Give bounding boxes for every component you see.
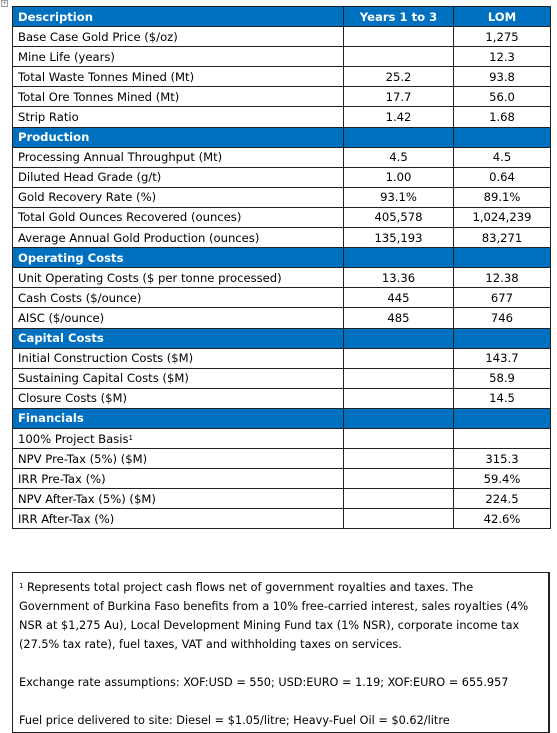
years-1-to-3-value: 1.00 xyxy=(344,167,454,187)
row-label xyxy=(13,167,344,187)
row-label xyxy=(13,388,344,408)
table-row xyxy=(13,147,551,167)
row-label xyxy=(13,47,344,67)
table-row xyxy=(13,388,551,408)
table-row xyxy=(13,47,551,67)
years-1-to-3-value: 135,193 xyxy=(344,228,454,248)
table-row xyxy=(13,87,551,107)
lom-value: 4.5 xyxy=(454,147,551,167)
table-row xyxy=(13,107,551,127)
row-label xyxy=(13,489,344,509)
lom-value: 58.9 xyxy=(454,368,551,388)
years-1-to-3-value xyxy=(344,489,454,509)
exchange-rate-note: Exchange rate assumptions: XOF:USD = 550; USD:EURO = 1.19; XOF:EURO = 655.957 xyxy=(19,676,509,689)
years-1-to-3-value: 445 xyxy=(344,288,454,308)
section-header-empty-cell xyxy=(454,248,551,268)
footnote-body: Represents total project cash flows net of government royalties and taxes. The Government of Burkina Faso benefits from a 10% free-carried interest, sales royalties (4% NSR at $1,275 Au), Local Development Mining Fund tax (1% NSR), corporate income tax (27.5% tax rate), fuel taxes, VAT and withholding taxes on services. xyxy=(19,581,529,651)
section-title: Production xyxy=(13,127,344,147)
table-row xyxy=(13,187,551,207)
lom-value: 93.8 xyxy=(454,67,551,87)
row-label-text: Initial Construction Costs ($M) xyxy=(18,351,194,366)
section-title: Capital Costs xyxy=(13,328,344,348)
row-label-text: IRR After-Tax (%) xyxy=(18,511,115,526)
footnote-ref-marker: 1 xyxy=(128,433,134,442)
row-label-text: Base Case Gold Price ($/oz) xyxy=(18,29,178,44)
footnote-text xyxy=(19,578,542,654)
row-label-text: Average Annual Gold Production (ounces) xyxy=(18,230,260,245)
lom-value: 89.1% xyxy=(454,187,551,207)
table-row xyxy=(13,207,551,227)
row-label xyxy=(13,469,344,489)
row-label xyxy=(13,268,344,288)
lom-value: 42.6% xyxy=(454,509,551,529)
table-row xyxy=(13,368,551,388)
years-1-to-3-value xyxy=(344,47,454,67)
row-label xyxy=(13,288,344,308)
years-1-to-3-value xyxy=(344,348,454,368)
years-1-to-3-value: 1.42 xyxy=(344,107,454,127)
section-header-production xyxy=(13,127,551,147)
table-row xyxy=(13,288,551,308)
table-row xyxy=(13,27,551,47)
table-row xyxy=(13,228,551,248)
row-label-text: Processing Annual Throughput (Mt) xyxy=(18,150,223,165)
table-row xyxy=(13,167,551,187)
row-label xyxy=(13,228,344,248)
section-header-empty-cell xyxy=(344,248,454,268)
lom-value: 746 xyxy=(454,308,551,328)
years-1-to-3-value xyxy=(344,368,454,388)
years-1-to-3-value: 405,578 xyxy=(344,207,454,227)
section-title: Financials xyxy=(13,408,344,428)
lom-value: 315.3 xyxy=(454,449,551,469)
years-1-to-3-value xyxy=(344,27,454,47)
row-label-text: Cash Costs ($/ounce) xyxy=(18,290,142,305)
footnote-box xyxy=(12,572,550,733)
header-lom: LOM xyxy=(454,7,551,27)
lom-value: 56.0 xyxy=(454,87,551,107)
row-label-text: Diluted Head Grade (g/t) xyxy=(18,170,162,185)
section-header-empty-cell xyxy=(454,328,551,348)
lom-value: 59.4% xyxy=(454,469,551,489)
row-label-text: Closure Costs ($M) xyxy=(18,391,128,406)
lom-value: 224.5 xyxy=(454,489,551,509)
fuel-price-note: Fuel price delivered to site: Diesel = $1.05/litre; Heavy-Fuel Oil = $0.62/litre xyxy=(19,714,450,727)
header-description: Description xyxy=(13,7,344,27)
years-1-to-3-value: 93.1% xyxy=(344,187,454,207)
row-label-text: NPV After-Tax (5%) ($M) xyxy=(18,491,156,506)
row-label-text: Mine Life (years) xyxy=(18,49,115,64)
table-row xyxy=(13,469,551,489)
project-summary-table xyxy=(12,6,551,529)
lom-value: 12.3 xyxy=(454,47,551,67)
years-1-to-3-value: 13.36 xyxy=(344,268,454,288)
lom-value: 677 xyxy=(454,288,551,308)
lom-value: 83,271 xyxy=(454,228,551,248)
row-label xyxy=(13,348,344,368)
table-row xyxy=(13,348,551,368)
row-label xyxy=(13,207,344,227)
row-label xyxy=(13,67,344,87)
row-label xyxy=(13,27,344,47)
table-row xyxy=(13,308,551,328)
table-row xyxy=(13,428,551,448)
row-label xyxy=(13,147,344,167)
years-1-to-3-value: 485 xyxy=(344,308,454,328)
table-row xyxy=(13,449,551,469)
years-1-to-3-value xyxy=(344,449,454,469)
row-label-text: Total Ore Tonnes Mined (Mt) xyxy=(18,89,180,104)
section-header-operating-costs xyxy=(13,248,551,268)
years-1-to-3-value xyxy=(344,509,454,529)
row-label xyxy=(13,428,344,448)
footnote-marker: 1 xyxy=(19,582,24,590)
section-header-empty-cell xyxy=(454,408,551,428)
row-label-text: Total Gold Ounces Recovered (ounces) xyxy=(18,210,242,225)
header-years-1-to-3: Years 1 to 3 xyxy=(344,7,454,27)
section-header-capital-costs xyxy=(13,328,551,348)
row-label-text: Unit Operating Costs ($ per tonne processed) xyxy=(18,270,282,285)
row-label xyxy=(13,509,344,529)
row-label-text: Sustaining Capital Costs ($M) xyxy=(18,371,189,386)
section-header-empty-cell xyxy=(344,127,454,147)
row-label-text: Gold Recovery Rate (%) xyxy=(18,190,157,205)
row-label-text: IRR Pre-Tax (%) xyxy=(18,471,106,486)
section-header-empty-cell xyxy=(454,127,551,147)
row-label xyxy=(13,107,344,127)
table-row xyxy=(13,67,551,87)
section-header-empty-cell xyxy=(344,408,454,428)
row-label-text: AISC ($/ounce) xyxy=(18,310,105,325)
years-1-to-3-value xyxy=(344,469,454,489)
section-header-financials xyxy=(13,408,551,428)
table-move-handle[interactable]: + xyxy=(2,0,8,7)
row-label-text: 100% Project Basis xyxy=(18,431,129,446)
row-label xyxy=(13,308,344,328)
lom-value: 1,275 xyxy=(454,27,551,47)
section-header-empty-cell xyxy=(344,328,454,348)
years-1-to-3-value: 17.7 xyxy=(344,87,454,107)
lom-value: 1,024,239 xyxy=(454,207,551,227)
lom-value: 0.64 xyxy=(454,167,551,187)
row-label-text: NPV Pre-Tax (5%) ($M) xyxy=(18,451,148,466)
lom-value: 1.68 xyxy=(454,107,551,127)
row-label-text: Total Waste Tonnes Mined (Mt) xyxy=(18,69,195,84)
row-label xyxy=(13,449,344,469)
section-title: Operating Costs xyxy=(13,248,344,268)
years-1-to-3-value xyxy=(344,388,454,408)
years-1-to-3-value: 25.2 xyxy=(344,67,454,87)
lom-value: 14.5 xyxy=(454,388,551,408)
lom-value: 12.38 xyxy=(454,268,551,288)
years-1-to-3-value xyxy=(344,428,454,448)
row-label xyxy=(13,187,344,207)
lom-value xyxy=(454,428,551,448)
table-header-row xyxy=(13,7,551,27)
table-row xyxy=(13,489,551,509)
table-row xyxy=(13,509,551,529)
lom-value: 143.7 xyxy=(454,348,551,368)
table-row xyxy=(13,268,551,288)
years-1-to-3-value: 4.5 xyxy=(344,147,454,167)
row-label-text: Strip Ratio xyxy=(18,110,79,125)
row-label xyxy=(13,87,344,107)
row-label xyxy=(13,368,344,388)
